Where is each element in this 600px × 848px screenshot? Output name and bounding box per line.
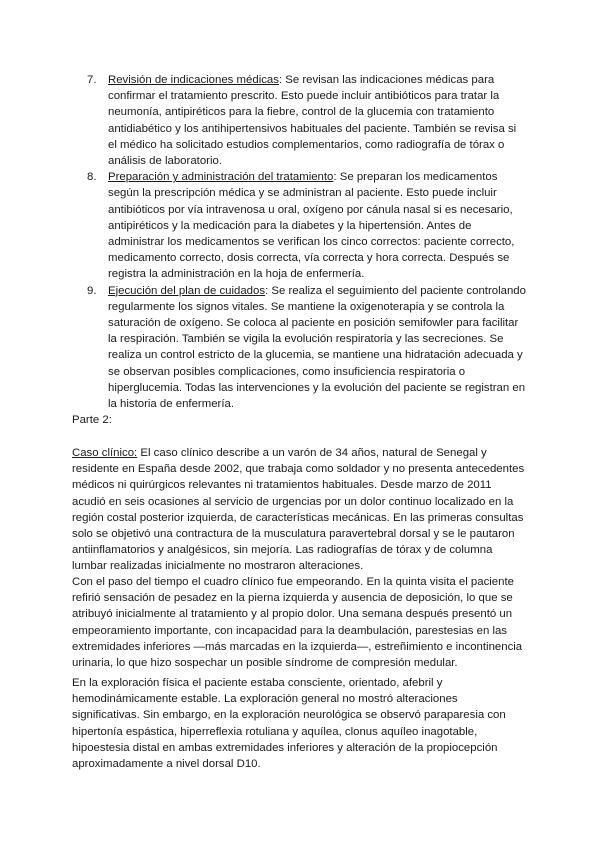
list-item-body: : Se revisan las indicaciones médicas para confirmar el tratamiento prescrito. Esto puede incluir antibióticos para tratar la neumonía, antipiréticos para la fiebre, control de la glucemia con tratamiento antidiabético y los antihipertensivos habituales del paciente. También se revisa si el médico ha solicitado estudios complementarios, como radiografía de tórax o análisis de laboratorio. xyxy=(108,74,517,168)
case-paragraph-1 xyxy=(72,445,528,575)
list-item-title: Preparación y administración del tratamiento xyxy=(108,171,334,184)
list-item xyxy=(87,169,526,282)
nursing-steps-list xyxy=(87,72,526,412)
section-heading: Parte 2: xyxy=(72,414,112,426)
case-paragraph-1-text: El caso clínico describe a un varón de 34 años, natural de Senegal y residente en España desde 2002, que trabaja como soldador y no presenta antecedentes médicos ni quirúrgicos relevantes ni tratamientos habituales. Desde marzo de 2011 acudió en seis ocasiones al servicio de urgencias por un dolor continuo localizado en la región costal posterior izquierda, de características mecánicas. En las primeras consultas solo se objetivó una contractura de la musculatura paravertebral dorsal y se le pautaron antiinflamatorios y analgésicos, sin mejoría. Las radiografías de tórax y de columna lumbar realizadas inicialmente no mostraron alteraciones. xyxy=(72,447,525,573)
list-item-title: Ejecución del plan de cuidados xyxy=(108,284,266,297)
case-paragraph-3: En la exploración física el paciente estaba consciente, orientado, afebril y hemodinámicamente estable. La exploración general no mostró alteraciones significativas. Sin embargo, en la exploración neurológica se observó paraparesia con hipertonía espástica, hiperreflexia rotuliana y aquílea, clonus aquíleo inagotable, hipoestesia distal en ambas extremidades inferiores y alteración de la propiocepción aproximadamente a nivel dorsal D10. xyxy=(72,677,506,771)
list-item-title: Revisión de indicaciones médicas xyxy=(108,74,279,86)
list-item-body: : Se preparan los medicamentos según la prescripción médica y se administran al paciente. Esto puede incluir antibióticos por vía intravenosa u oral, oxígeno por cánula nasal si es necesario, antipiréticos y la medicación para la diabetes y la hipertensión. Antes de administrar los medicamentos se verifican los cinco correctos: paciente correcto, medicamento correcto, dosis correcta, vía correcta y hora correcta. Después se registra la administración en la hoja de enfermería. xyxy=(108,171,515,281)
case-label: Caso clínico: xyxy=(72,447,138,459)
list-item-body: : Se realiza el seguimiento del paciente controlando regularmente los signos vitales. Se mantiene la oxigenoterapia y se controla la saturación de oxígeno. Se coloca al paciente en posición semifowler para facilitar la respiración. También se vigila la evolución respiratoria y las secreciones. Se realiza un control estricto de la glucemia, se mantiene una hidratación adecuada y se observan posibles complicaciones, como insuficiencia respiratoria o hiperglucemia. Todas las intervenciones y la evolución del paciente se registran en la historia de enfermería. xyxy=(108,284,526,411)
list-item-number: 7. xyxy=(87,74,97,86)
list-item-number: 9. xyxy=(87,284,97,297)
list-item-number: 8. xyxy=(87,171,97,184)
list-item xyxy=(87,72,526,169)
case-paragraph-2: Con el paso del tiempo el cuadro clínico fue empeorando. En la quinta visita el paciente refirió sensación de pesadez en la pierna izquierda y ausencia de deposición, lo que se atribuyó inicialmente al tratamiento y al propio dolor. Una semana después presentó un empeoramiento importante, con incapacidad para la deambulación, parestesias en las extremidades inferiores —más marcadas en la izquierda—, estreñimiento e incontinencia urinaria, lo que hizo sospechar un posible síndrome de compresión medular. xyxy=(72,576,523,670)
list-item xyxy=(87,283,526,413)
